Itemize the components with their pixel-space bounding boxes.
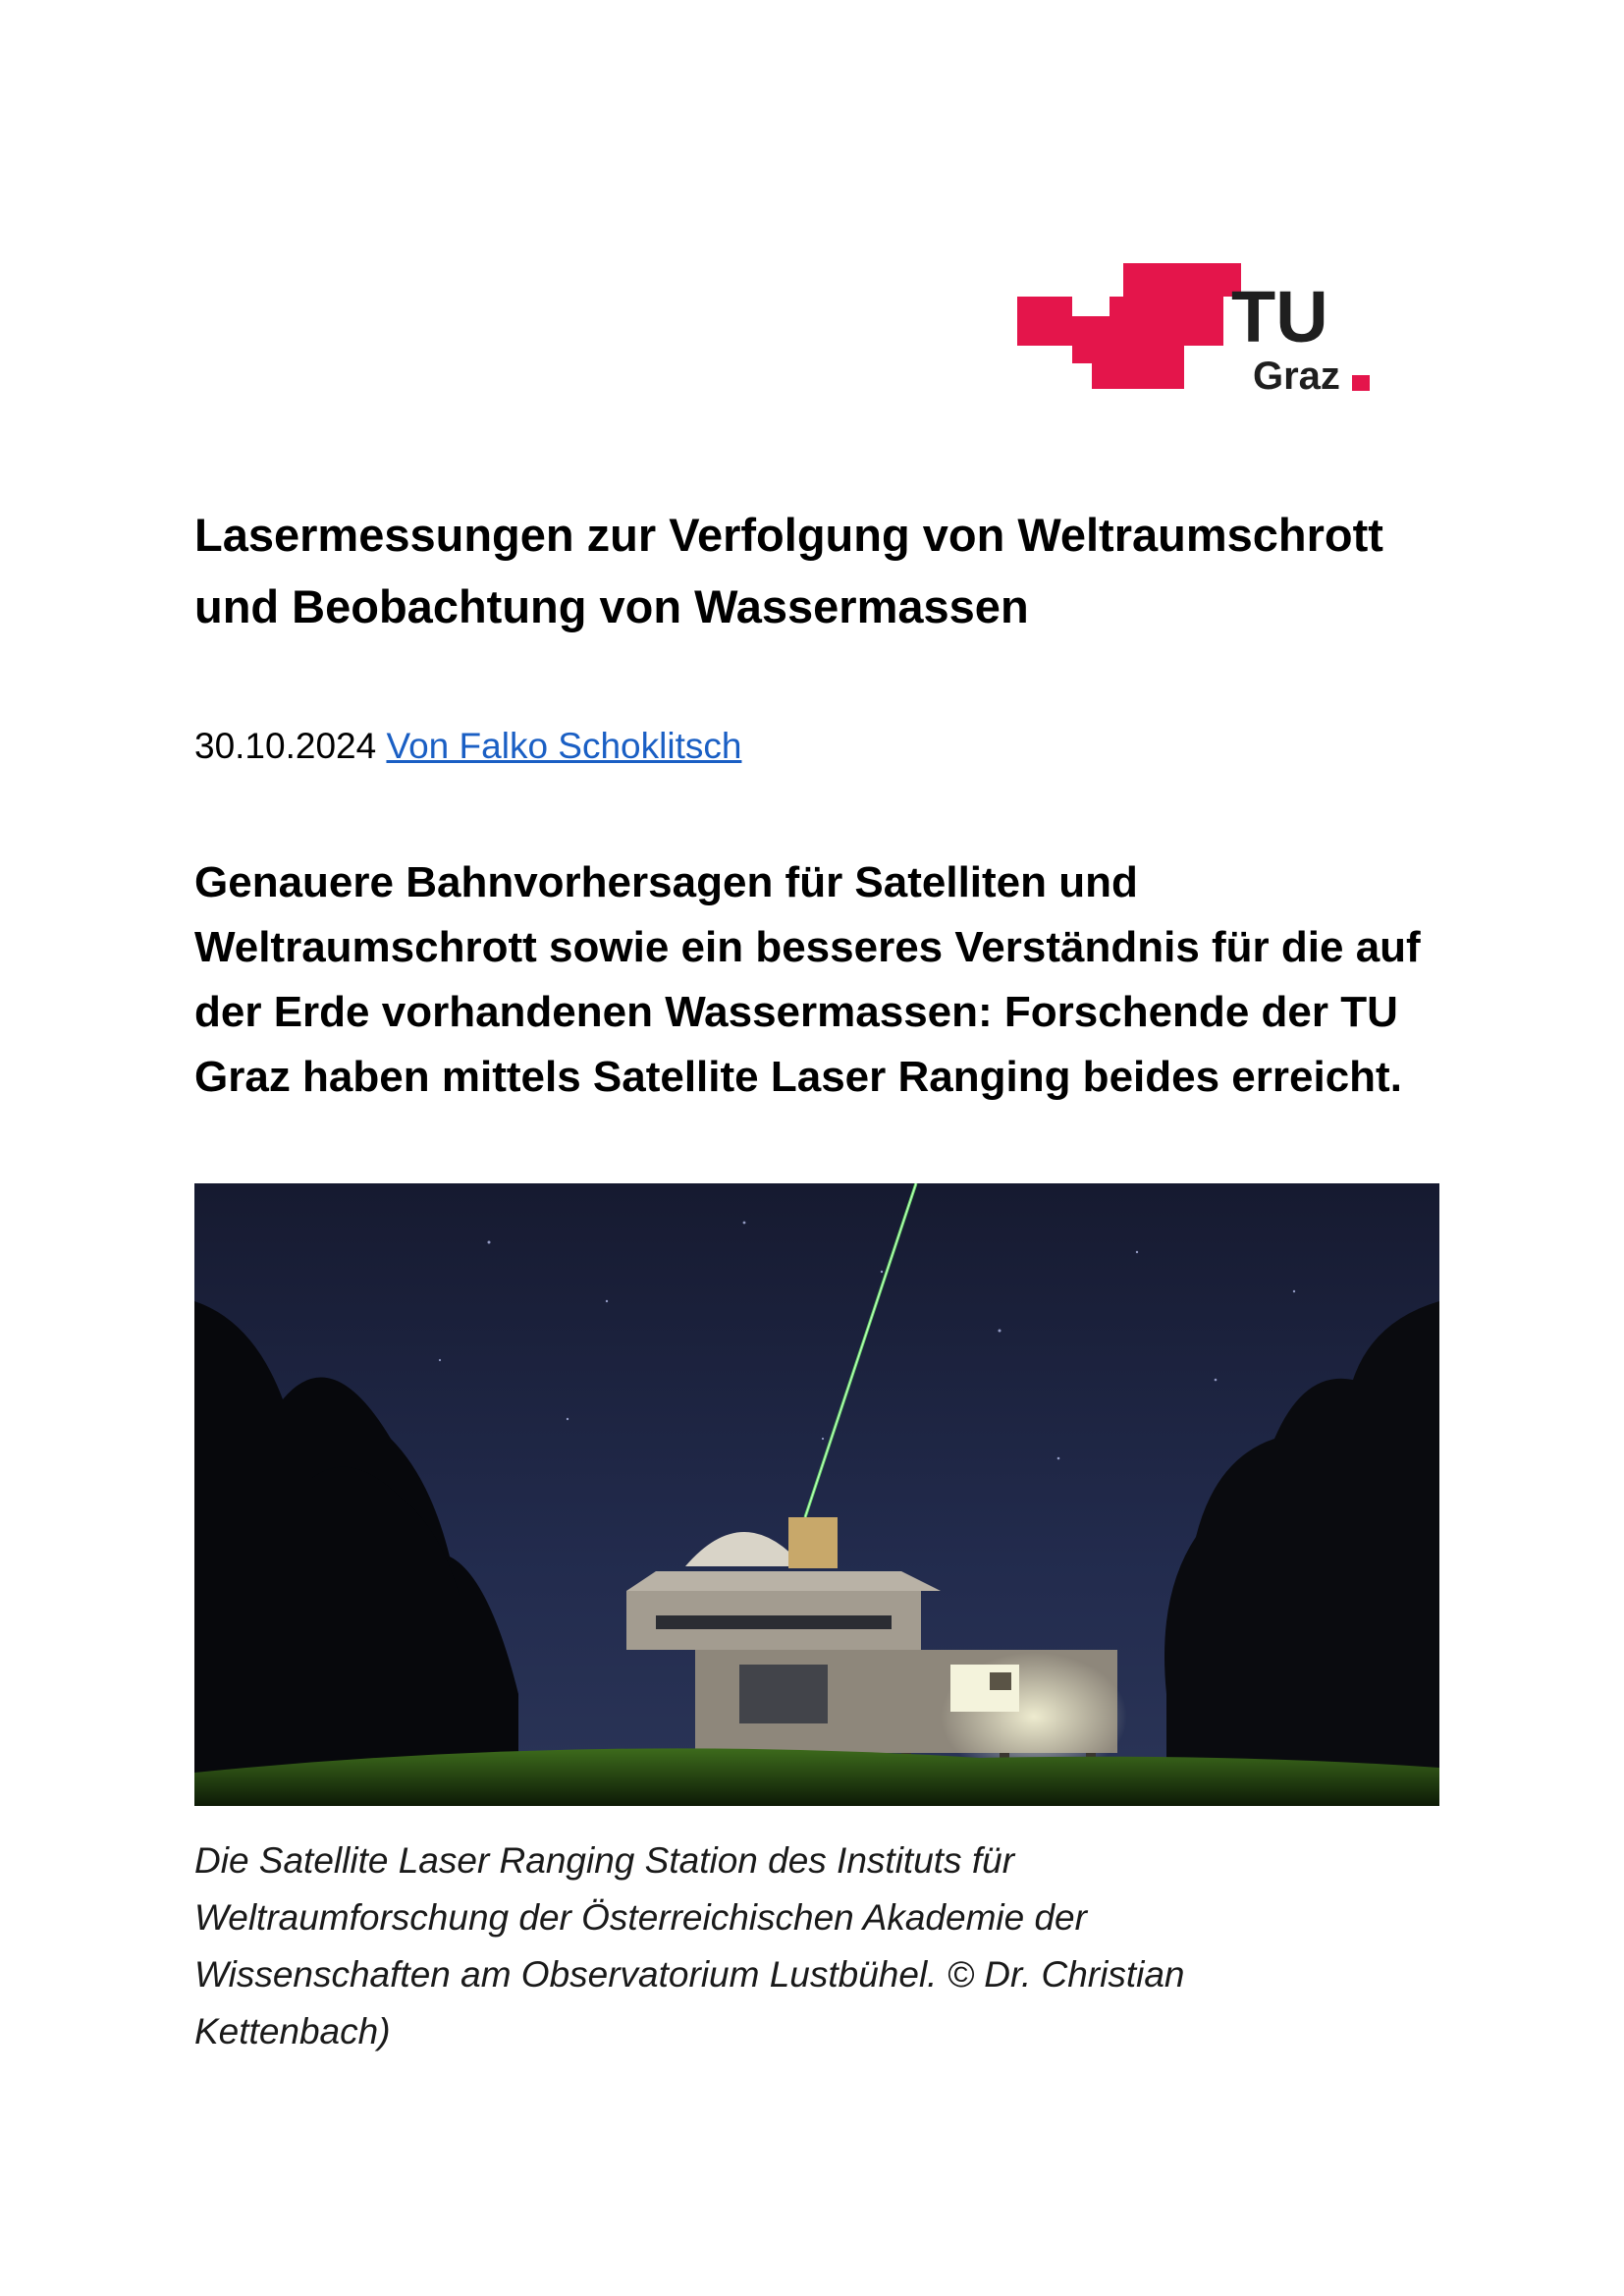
logo-text-graz: Graz — [1253, 355, 1340, 397]
lead-line: der Erde vorhandenen Wassermassen: Forschende der TU — [194, 988, 1398, 1036]
lead-line: Genauere Bahnvorhersagen für Satelliten und — [194, 858, 1138, 906]
article-title-line1: Lasermessungen zur Verfolgung von Weltraumschrott — [194, 509, 1383, 561]
window-frame — [990, 1672, 1011, 1690]
caption-line: Kettenbach) — [194, 2011, 391, 2051]
dome-opening — [788, 1517, 838, 1568]
author-link[interactable]: Von Falko Schoklitsch — [386, 726, 742, 766]
caption-line: Wissenschaften am Observatorium Lustbühel. © Dr. Christian — [194, 1954, 1185, 1995]
article-date: 30.10.2024 — [194, 726, 377, 766]
roof — [626, 1571, 941, 1591]
lead-paragraph — [194, 850, 1471, 1110]
upper-windows — [656, 1615, 892, 1629]
tu-graz-logo — [1017, 263, 1379, 397]
caption-line: Die Satellite Laser Ranging Station des Instituts für — [194, 1840, 1015, 1881]
tu-graz-logo-mark — [1017, 263, 1379, 397]
photo-caption — [194, 1832, 1353, 2060]
observatory-photo — [194, 1183, 1439, 1806]
byline — [194, 722, 741, 771]
lead-line: Weltraumschrott sowie ein besseres Verständnis für die auf — [194, 923, 1421, 971]
window-dark — [739, 1665, 828, 1723]
lead-line: Graz haben mittels Satellite Laser Ranging beides erreicht. — [194, 1053, 1402, 1101]
logo-text-tu: TU — [1231, 276, 1328, 357]
caption-line: Weltraumforschung der Österreichischen Akademie der — [194, 1897, 1087, 1938]
article-title-line2: und Beobachtung von Wassermassen — [194, 580, 1029, 632]
article-title — [194, 499, 1461, 642]
